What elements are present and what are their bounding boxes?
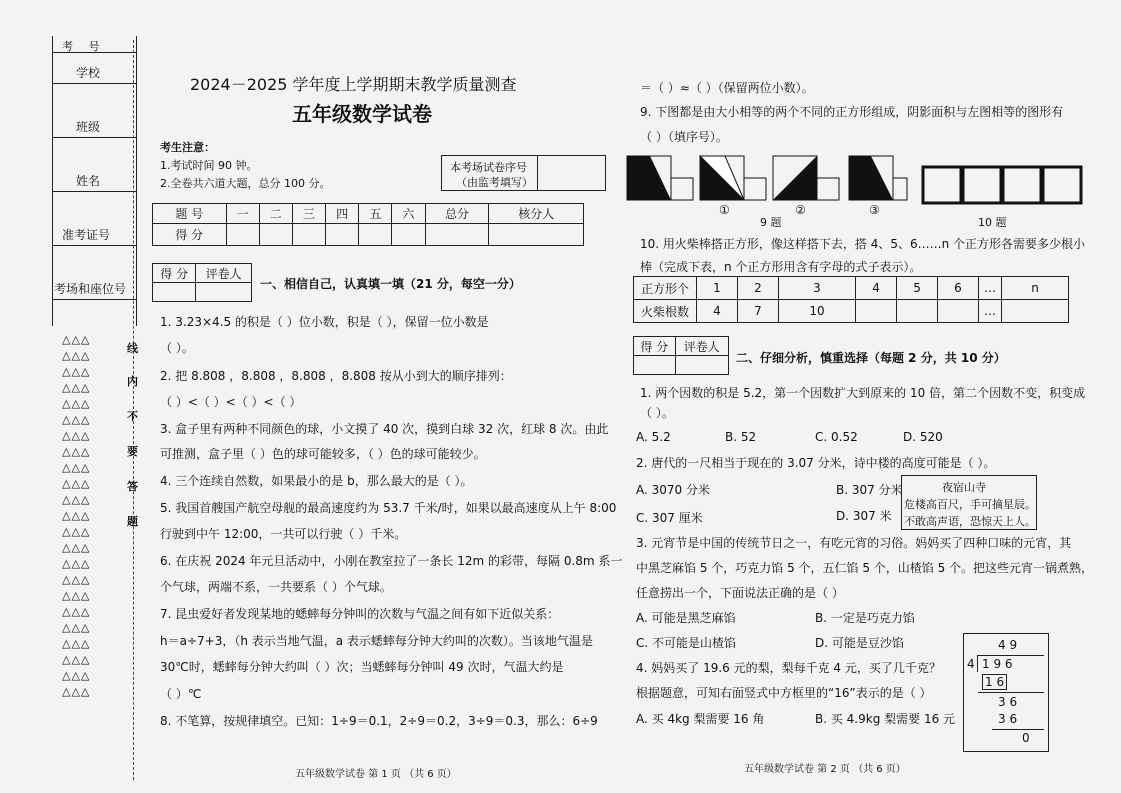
- q2-line2: （ ）<（ ）<（ ）<（ ）: [160, 395, 302, 409]
- s2q2-option-b[interactable]: B. 307 分米: [836, 483, 903, 497]
- score-cell[interactable]: [359, 224, 392, 246]
- match-cell: …: [979, 300, 1002, 323]
- score-header: 四: [326, 204, 359, 224]
- seat-number-box: [441, 155, 606, 191]
- grader-score-label: 得 分: [153, 264, 196, 283]
- school-label: 学校: [76, 66, 101, 80]
- q2-line1: 2. 把 8.808 ，8.808 ，8.808 ，8.808 按从小到大的顺序排列：: [160, 369, 512, 383]
- grader-score-cell[interactable]: [153, 283, 196, 302]
- match-header: 1: [697, 277, 738, 300]
- fig10-caption: 10 题: [978, 216, 1007, 229]
- q9-line2: （ ）（填序号）。: [640, 130, 728, 144]
- s2q4-option-a[interactable]: A. 买 4kg 梨需要 16 角: [636, 712, 765, 726]
- binding-top-label: 考 号: [62, 40, 106, 53]
- class-label: 班级: [76, 120, 101, 134]
- score-table: [152, 203, 584, 246]
- q1-line1: 1. 3.23×4.5 的积是（ ）位小数，积是（ ），保留一位小数是: [160, 315, 489, 329]
- s2q4-option-b[interactable]: B. 买 4.9kg 梨需要 16 元: [815, 712, 956, 726]
- long-division-box: [963, 633, 1049, 752]
- match-header: 6: [937, 277, 978, 300]
- q9-option-1: [700, 156, 766, 200]
- q10-matchstick-figure: [921, 163, 1083, 207]
- division-divisor: 4: [967, 657, 975, 671]
- q8: 8. 不笔算，按规律填空。已知：1÷9＝0.1，2÷9＝0.2，3÷9＝0.3，那么：6÷9: [160, 714, 598, 728]
- poem-box: [901, 475, 1037, 530]
- section2-title: 二、仔细分析，慎重选择（每题 2 分，共 10 分）: [736, 351, 1006, 365]
- s2q3-line3: 任意捞出一个，下面说法正确的是（ ）: [636, 586, 844, 600]
- q5-line2: 行驶到中午 12:00，一共可以行驶（ ）千米。: [160, 527, 407, 541]
- s2q1-option-a[interactable]: A. 5.2: [636, 430, 671, 444]
- division-partial-36: 3 6: [998, 712, 1018, 726]
- seat-box-label-2: （由监考填写）: [456, 176, 533, 189]
- notice-item-2: 2.全卷共六道大题，总分 100 分。: [160, 177, 331, 190]
- score-cell[interactable]: [259, 224, 292, 246]
- match-header: …: [979, 277, 1002, 300]
- q6-line2: 个气球，两端不系，一共要系（ ）个气球。: [160, 580, 392, 594]
- division-final-remainder: 0: [1022, 731, 1030, 745]
- poem-line-2: 不敢高声语，恐惊天上人。: [904, 515, 1036, 528]
- grader-name-cell[interactable]: [675, 356, 728, 375]
- grader-box-2: [633, 336, 729, 375]
- q10-line1: 10. 用火柴棒搭正方形，像这样搭下去，搭 4、5、6……n 个正方形各需要多少根小: [640, 237, 1086, 251]
- fig-label-3: ③: [869, 203, 880, 217]
- q9-reference-figure: [627, 156, 693, 200]
- room-seat-label: 考场和座位号: [54, 282, 127, 296]
- match-header: 2: [737, 277, 778, 300]
- division-partial-16: 1 6: [982, 674, 1007, 690]
- name-label: 姓名: [76, 174, 101, 188]
- score-header: 一: [226, 204, 259, 224]
- score-cell[interactable]: [425, 224, 489, 246]
- match-header: 5: [897, 277, 938, 300]
- poem-title: 夜宿山寺: [942, 481, 986, 494]
- match-header: 4: [856, 277, 897, 300]
- score-cell[interactable]: [326, 224, 359, 246]
- division-dividend: 1 9 6: [982, 657, 1013, 671]
- q3-line2: 可推测，盒子里（ ）色的球可能较多，（ ）色的球可能较少。: [160, 447, 486, 461]
- seat-box-label-1: 本考场试卷序号: [450, 161, 527, 174]
- q9-option-3: [849, 156, 907, 200]
- q7-line2: h＝a÷7+3，（h 表示当地气温，a 表示蟋蟀每分钟大约叫的次数）。当该地气温是: [160, 634, 593, 648]
- score-header: 核分人: [489, 204, 584, 224]
- score-cell[interactable]: [226, 224, 259, 246]
- score-header: 五: [359, 204, 392, 224]
- matchstick-table: [633, 276, 1069, 323]
- s2q1-line2: （ ）。: [640, 406, 674, 420]
- notice-heading: 考生注意：: [160, 141, 215, 154]
- s2q3-line1: 3. 元宵节是中国的传统节日之一，有吃元宵的习俗。妈妈买了四种口味的元宵，其: [636, 536, 1072, 550]
- q5-line1: 5. 我国首艘国产航空母舰的最高速度约为 53.7 千米/时，如果以最高速度从上午 8:00: [160, 501, 617, 515]
- match-cell: 10: [778, 300, 855, 323]
- match-header: 正方形个: [634, 277, 697, 300]
- q6-line1: 6. 在庆祝 2024 年元旦活动中，小刚在教室拉了一条长 12m 的彩带，每隔 0.8m 系一: [160, 554, 623, 568]
- match-answer-cell[interactable]: [937, 300, 978, 323]
- score-cell[interactable]: [392, 224, 425, 246]
- fig-label-1: ①: [719, 203, 730, 217]
- s2q2-option-a[interactable]: A. 3070 分米: [636, 483, 710, 497]
- s2q2: 2. 唐代的一尺相当于现在的 3.07 分米，诗中楼的高度可能是（ ）。: [636, 456, 996, 470]
- s2q1-option-d[interactable]: D. 520: [903, 430, 943, 444]
- s2q3-option-b[interactable]: B. 一定是巧克力馅: [815, 611, 915, 625]
- footer-page-2: 五年级数学试卷 第 2 页 （共 6 页）: [744, 764, 906, 775]
- poem-line-1: 危楼高百尺，手可摘星辰。: [904, 498, 1036, 511]
- q10-line2: 棒（完成下表，n 个正方形用含有字母的式子表示）。: [640, 260, 922, 274]
- grader-score-cell[interactable]: [634, 356, 676, 375]
- s2q2-option-d[interactable]: D. 307 米: [836, 509, 892, 523]
- exam-title: 2024－2025 学年度上学期期末教学质量测查: [190, 75, 517, 94]
- s2q1-option-b[interactable]: B. 52: [725, 430, 757, 444]
- grader-name-label: 评卷人: [675, 337, 728, 356]
- q7-line3: 30℃时，蟋蟀每分钟大约叫（ ）次；当蟋蟀每分钟叫 49 次时，气温大约是: [160, 660, 564, 674]
- q7-line1: 7. 昆虫爱好者发现某地的蟋蟀每分钟叫的次数与气温之间有如下近似关系：: [160, 607, 560, 621]
- score-cell[interactable]: [292, 224, 325, 246]
- fig9-caption: 9 题: [760, 216, 782, 229]
- match-answer-cell[interactable]: [1002, 300, 1069, 323]
- match-header: n: [1002, 277, 1069, 300]
- s2q3-line2: 中黑芝麻馅 5 个，巧克力馅 5 个，五仁馅 5 个，山楂馅 5 个。把这些元宵一锅煮熟，: [636, 561, 1094, 575]
- score-header: 总分: [425, 204, 489, 224]
- score-header: 六: [392, 204, 425, 224]
- s2q3-option-c[interactable]: C. 不可能是山楂馅: [636, 636, 737, 650]
- match-answer-cell[interactable]: [856, 300, 897, 323]
- s2q1-option-c[interactable]: C. 0.52: [815, 430, 858, 444]
- score-header: 三: [292, 204, 325, 224]
- s2q4-line2: 根据题意，可知右面竖式中方框里的“16”表示的是（ ）: [636, 686, 932, 700]
- q8-continuation: ＝（ ）≈（ ）（保留两位小数）。: [640, 81, 814, 95]
- match-cell: 4: [697, 300, 738, 323]
- match-answer-cell[interactable]: [897, 300, 938, 323]
- grader-name-label: 评卷人: [196, 264, 252, 283]
- q1-line2: （ ）。: [160, 341, 194, 355]
- s2q3-option-d[interactable]: D. 可能是豆沙馅: [815, 636, 904, 650]
- exam-id-label: 准考证号: [62, 228, 111, 242]
- exam-subtitle: 五年级数学试卷: [292, 102, 432, 126]
- section1-title: 一、相信自己，认真填一填（21 分，每空一分）: [260, 277, 521, 291]
- s2q3-option-a[interactable]: A. 可能是黑芝麻馅: [636, 611, 736, 625]
- grader-box-1: [152, 263, 252, 302]
- division-quotient: 4 9: [998, 638, 1018, 652]
- notice-item-1: 1.考试时间 90 钟。: [160, 159, 258, 172]
- grader-name-cell[interactable]: [196, 283, 252, 302]
- match-header: 3: [778, 277, 855, 300]
- q3-line1: 3. 盒子里有两种不同颜色的球，小文摸了 40 次，摸到白球 32 次，红球 8 次。由此: [160, 422, 609, 436]
- score-header: 二: [259, 204, 292, 224]
- binding-strip: [52, 36, 138, 326]
- score-cell[interactable]: [489, 224, 584, 246]
- q9-option-2: [773, 156, 839, 200]
- s2q4-line1: 4. 妈妈买了 19.6 元的梨，梨每千克 4 元，买了几千克？: [636, 661, 941, 675]
- match-cell: 7: [737, 300, 778, 323]
- footer-page-1: 五年级数学试卷 第 1 页 （共 6 页）: [295, 769, 457, 780]
- match-row-label: 火柴根数: [634, 300, 697, 323]
- division-bracket: [977, 655, 979, 672]
- s2q2-option-c[interactable]: C. 307 厘米: [636, 511, 703, 525]
- s2q1-line1: 1. 两个因数的积是 5.2，第一个因数扩大到原来的 10 倍，第二个因数不变，积变成: [640, 386, 1086, 400]
- score-row-label: 得 分: [153, 224, 227, 246]
- grader-score-label: 得 分: [634, 337, 676, 356]
- q9-line1: 9. 下图都是由大小相等的两个不同的正方形组成，阴影面积与左图相等的图形有: [640, 105, 1064, 119]
- score-header: 题 号: [153, 204, 227, 224]
- q7-line4: （ ）℃: [160, 687, 202, 701]
- division-remainder-36: 3 6: [998, 695, 1018, 709]
- q4: 4. 三个连续自然数，如果最小的是 b，那么最大的是（ ）。: [160, 474, 473, 488]
- fig-label-2: ②: [795, 203, 806, 217]
